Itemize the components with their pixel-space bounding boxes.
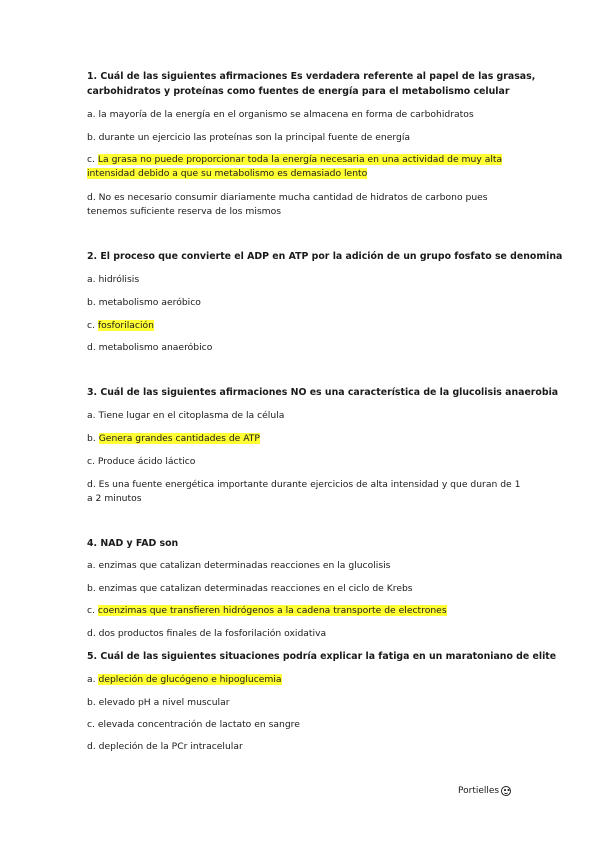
q4-option-c-correct: [87, 604, 447, 618]
question-1-title-line-2: carbohidratos y proteínas como fuentes de energía para el metabolismo celular: [87, 86, 510, 97]
q5-option-c: c. elevada concentración de lactato en sangre: [87, 719, 300, 730]
option-prefix: a.: [87, 674, 99, 685]
highlighted-answer: depleción de glucógeno e hipoglucemia: [98, 674, 282, 685]
highlighted-answer: fosforilación: [97, 320, 154, 331]
q1-option-a: a. la mayoría de la energía en el organismo se almacena en forma de carbohidratos: [87, 109, 474, 120]
q1-option-d-line-1: d. No es necesario consumir diariamente mucha cantidad de hidratos de carbono pues: [87, 192, 488, 203]
q5-option-a-correct: [87, 673, 282, 687]
page-footer: [458, 786, 511, 796]
question-2-title: 2. El proceso que convierte el ADP en ATP por la adición de un grupo fosfato se denomina: [87, 251, 563, 262]
q1-option-c-correct: [87, 153, 502, 167]
question-1-title-line-1: 1. Cuál de las siguientes afirmaciones Es verdadera referente al papel de las grasas,: [87, 71, 536, 82]
q3-option-d-line-1: d. Es una fuente energética importante durante ejercicios de alta intensidad y que duran de 1: [87, 479, 521, 490]
q3-option-d-line-2: a 2 minutos: [87, 493, 142, 504]
option-prefix: c.: [87, 154, 98, 165]
q2-option-c-correct: [87, 319, 154, 333]
q2-option-a: a. hidrólisis: [87, 274, 140, 285]
q1-option-c-correct-line-2: [87, 167, 367, 181]
option-prefix: b.: [87, 433, 99, 444]
highlighted-answer: intensidad debido a que su metabolismo es demasiado lento: [87, 168, 368, 179]
q4-option-b: b. enzimas que catalizan determinadas reacciones en el ciclo de Krebs: [87, 583, 413, 594]
highlighted-answer: Genera grandes cantidades de ATP: [98, 433, 260, 444]
smiley-icon: [501, 786, 511, 796]
q2-option-b: b. metabolismo aeróbico: [87, 297, 201, 308]
q2-option-d: d. metabolismo anaeróbico: [87, 342, 213, 353]
q5-option-b: b. elevado pH a nivel muscular: [87, 697, 230, 708]
option-prefix: c.: [87, 320, 98, 331]
footer-author: Portielles: [458, 786, 500, 796]
q5-option-d: d. depleción de la PCr intracelular: [87, 741, 243, 752]
highlighted-answer: coenzimas que transfieren hidrógenos a la cadena transporte de electrones: [97, 605, 447, 616]
option-prefix: c.: [87, 605, 98, 616]
q3-option-c: c. Produce ácido láctico: [87, 456, 196, 467]
question-3-title: 3. Cuál de las siguientes afirmaciones NO es una característica de la glucolisis anaerobia: [87, 387, 559, 398]
q4-option-a: a. enzimas que catalizan determinadas reacciones en la glucolisis: [87, 560, 391, 571]
q3-option-a: a. Tiene lugar en el citoplasma de la célula: [87, 410, 285, 421]
q1-option-d-line-2: tenemos suficiente reserva de los mismos: [87, 206, 282, 217]
q1-option-b: b. durante un ejercicio las proteínas son la principal fuente de energía: [87, 132, 411, 143]
q4-option-d: d. dos productos finales de la fosforilación oxidativa: [87, 628, 327, 639]
highlighted-answer: La grasa no puede proporcionar toda la energía necesaria en una actividad de muy alta: [97, 154, 503, 165]
q3-option-b-correct: [87, 432, 260, 446]
question-4-title: 4. NAD y FAD son: [87, 538, 179, 549]
question-5-title: 5. Cuál de las siguientes situaciones podría explicar la fatiga en un maratoniano de elite: [87, 651, 557, 662]
